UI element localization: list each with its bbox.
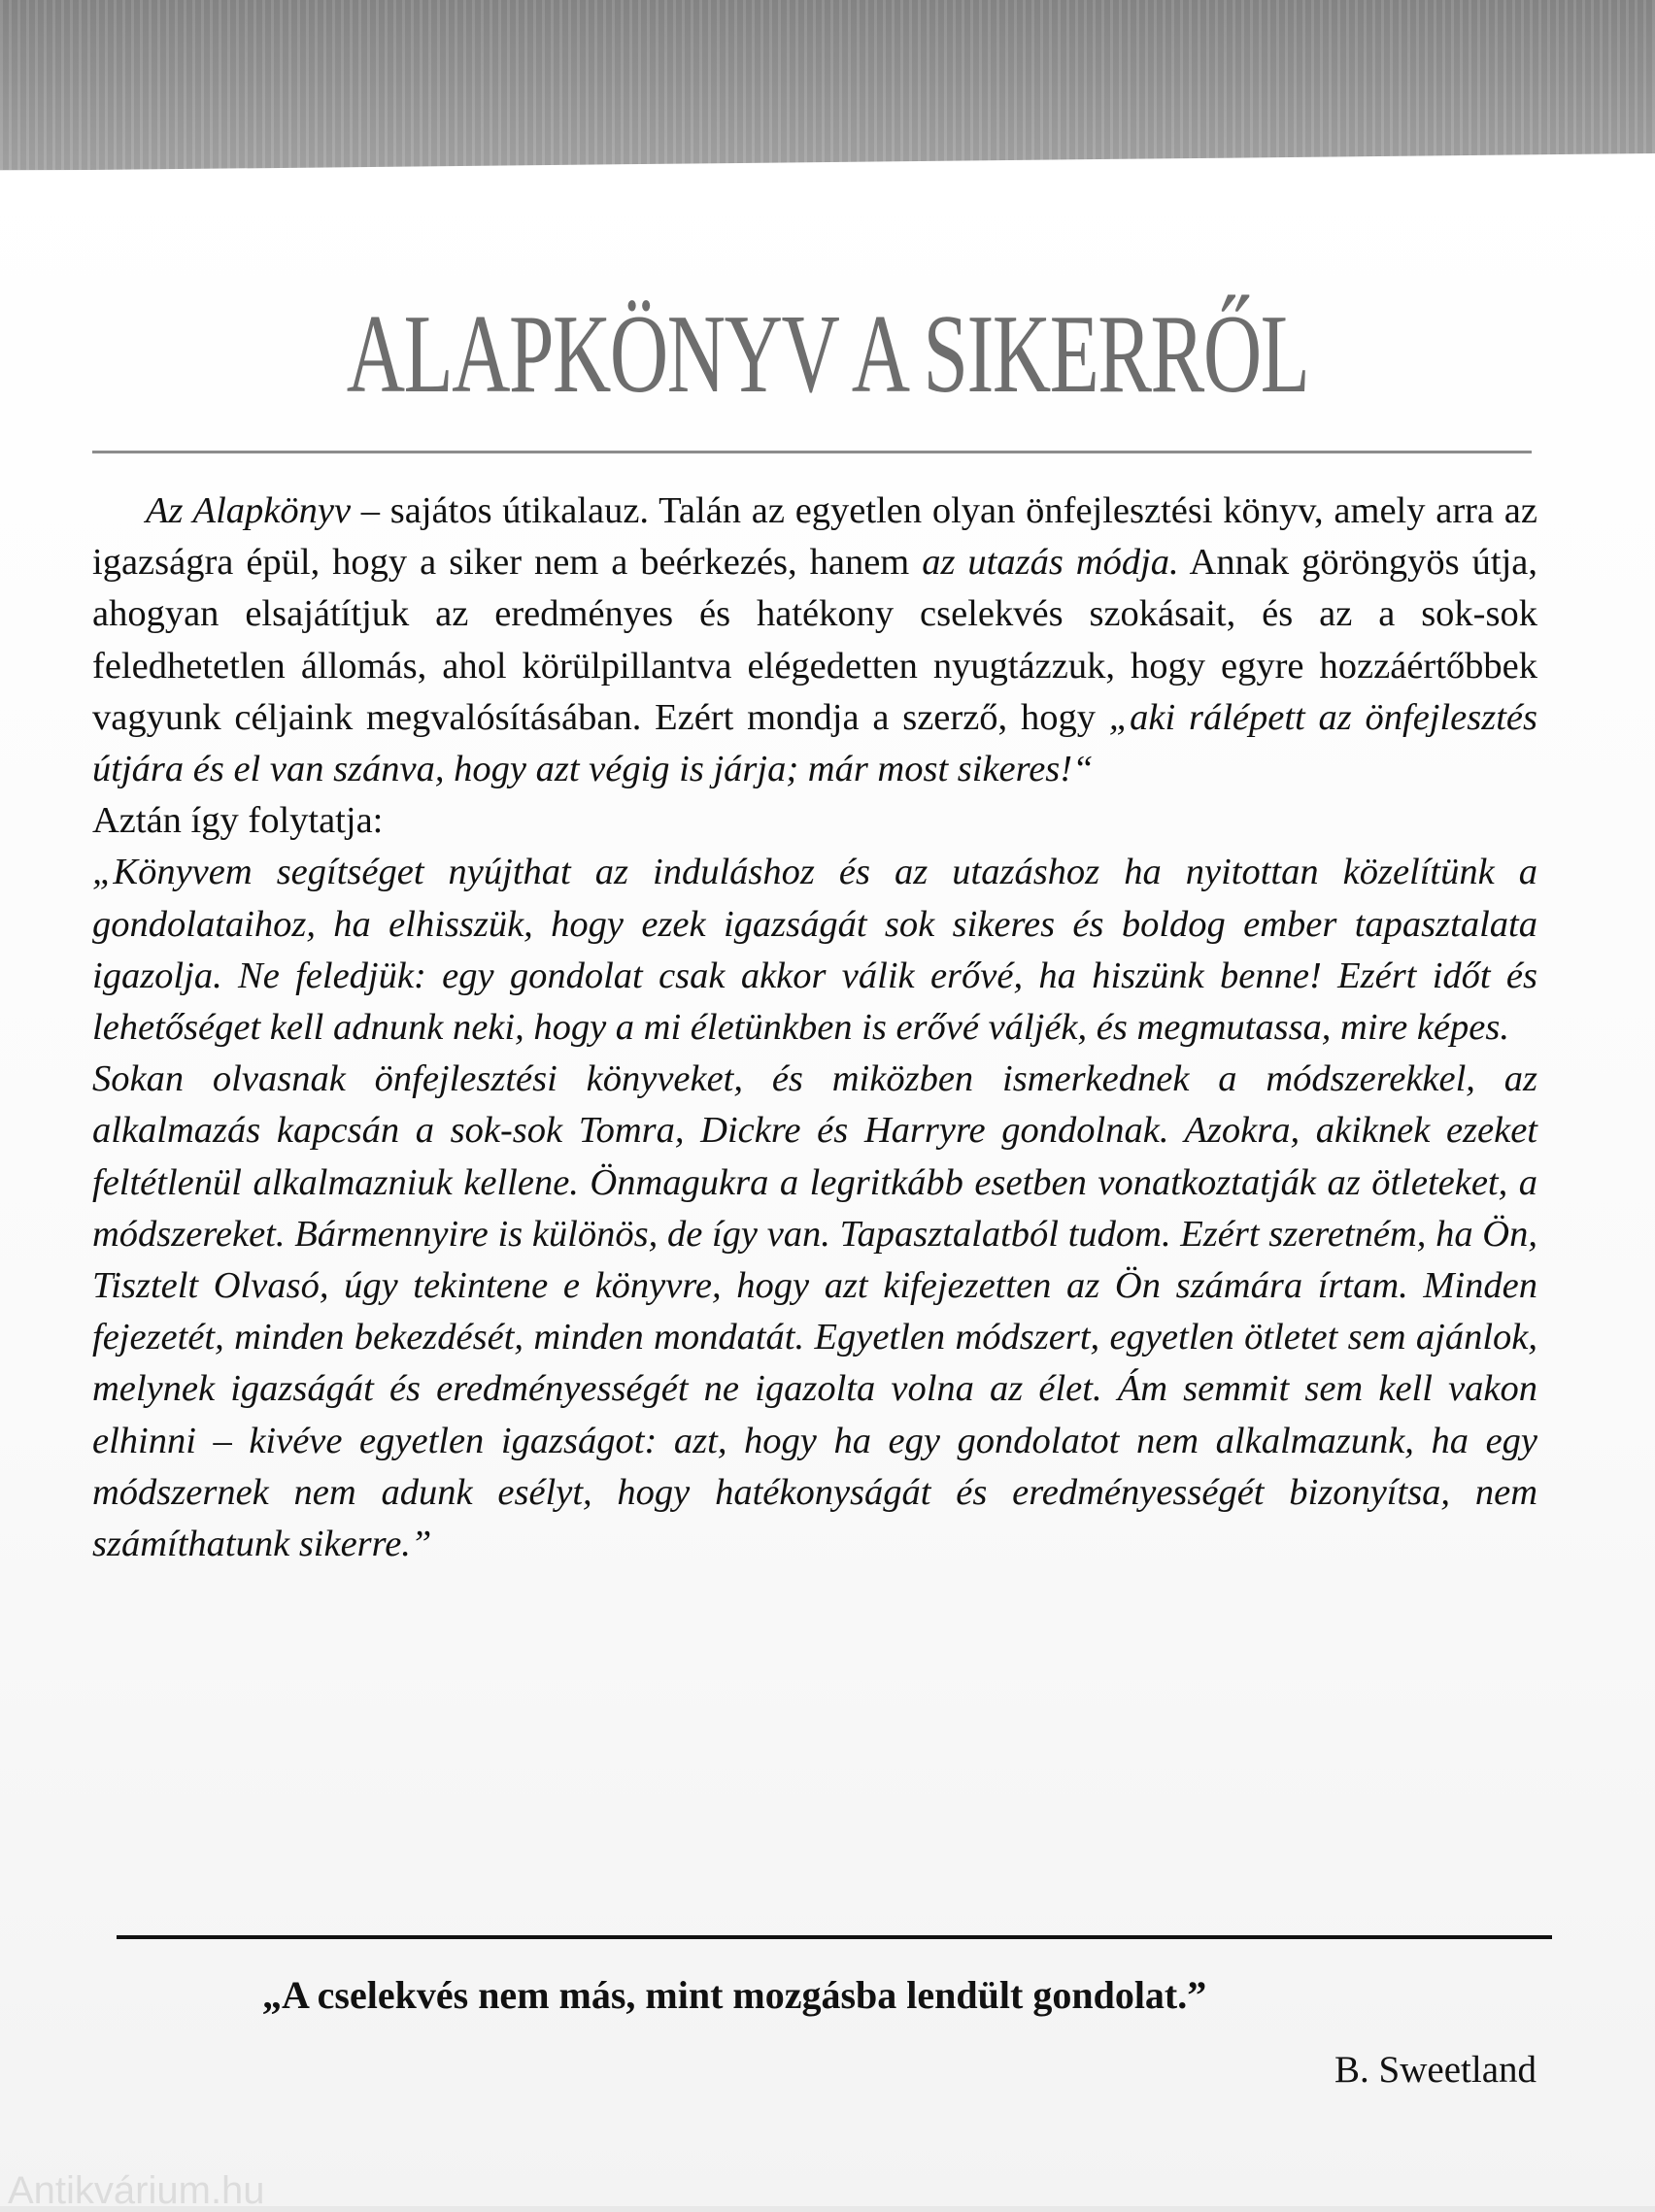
quote-paragraph-2: Sokan olvasnak önfejlesztési könyveket, és miközben ismerkednek a módszerekkel, az alkalmazás kapcsán a sok-sok Tomra, Dickre és Harryre gondolnak. Azokra, akiknek ezeket feltétlenül alkalmazniuk kellene. Önmagukra a legritkább esetben vonatkoztatják az ötleteket, a módszereket. Bármennyire is különös, de így van. Tapasztalatból tudom. Ezért szeretném, ha Ön, Tisztelt Olvasó, úgy tekintene e könyvre, hogy azt kifejezetten az Ön számára írtam. Minden fejezetét, minden bekezdését, minden mondatát. Egyetlen módszert, egyetlen ötletet sem ajánlok, melynek igazságát és eredményességét ne igazolta volna az élet. Ám semmit sem kell vakon elhinni – kivéve egyetlen igazságot: azt, hogy ha egy gondolatot nem alkalmazunk, ha egy módszernek nem adunk esélyt, hogy hatékonyságát és eredményességét bizonyítsa, nem számíthatunk sikerre.” [92,1058,1537,1565]
watermark-text: Antikvárium.hu [8,2169,265,2212]
background-surface [0,0,1655,170]
intro-paragraph [92,486,1537,795]
intro-text-2: Annak göröngyös útja, ahogyan elsajátítjuk az eredményes és hatékony cselekvés szokásait, és az a sok-sok feledhetetlen állomás, ahol körülpillantva elégedetten nyugtázzuk, hogy egyre hozzáértőbbek vagyunk céljaink megvalósításában. Ezért mondja a szerző, hogy [92,542,1537,738]
intro-emphasis: az utazás módja. [922,542,1179,584]
quote-paragraph-1: „Könyvem segítséget nyújthat az induláshoz és az utazáshoz ha nyitottan közelítünk a gondolataihoz, ha elhisszük, hogy ezek igazságát sok sikeres és boldog ember tapasztalata igazolja. Ne feledjük: egy gondolat csak akkor válik erővé, ha hiszünk benne! Ezért időt és lehetőséget kell adnunk neki, hogy a mi életünkben is erővé váljék, és megmutassa, mire képes. [92,852,1537,1049]
page-title: ALAPKÖNYV A SIKERRŐL [346,292,1309,417]
motto-divider [117,1935,1552,1939]
book-name: Az Alapkönyv [146,490,352,531]
intro-text-1: – sajátos útikalauz. Talán az egyetlen olyan önfejlesztési könyv, amely arra az igazságra épül, hogy a siker nem a beérkezés, hanem [92,490,1537,584]
blurb-body [92,486,1537,1570]
title-divider [92,451,1532,453]
lead-in-line: Aztán így folytatja: [92,800,384,842]
motto-quote: „A cselekvés nem más, mint mozgásba lendült gondolat.” [262,1973,1207,2017]
intro-quote: „aki rálépett az önfejlesztés útjára és el van szánva, hogy azt végig is járja; már most sikeres!“ [92,696,1538,790]
motto-author: B. Sweetland [1334,2049,1537,2091]
